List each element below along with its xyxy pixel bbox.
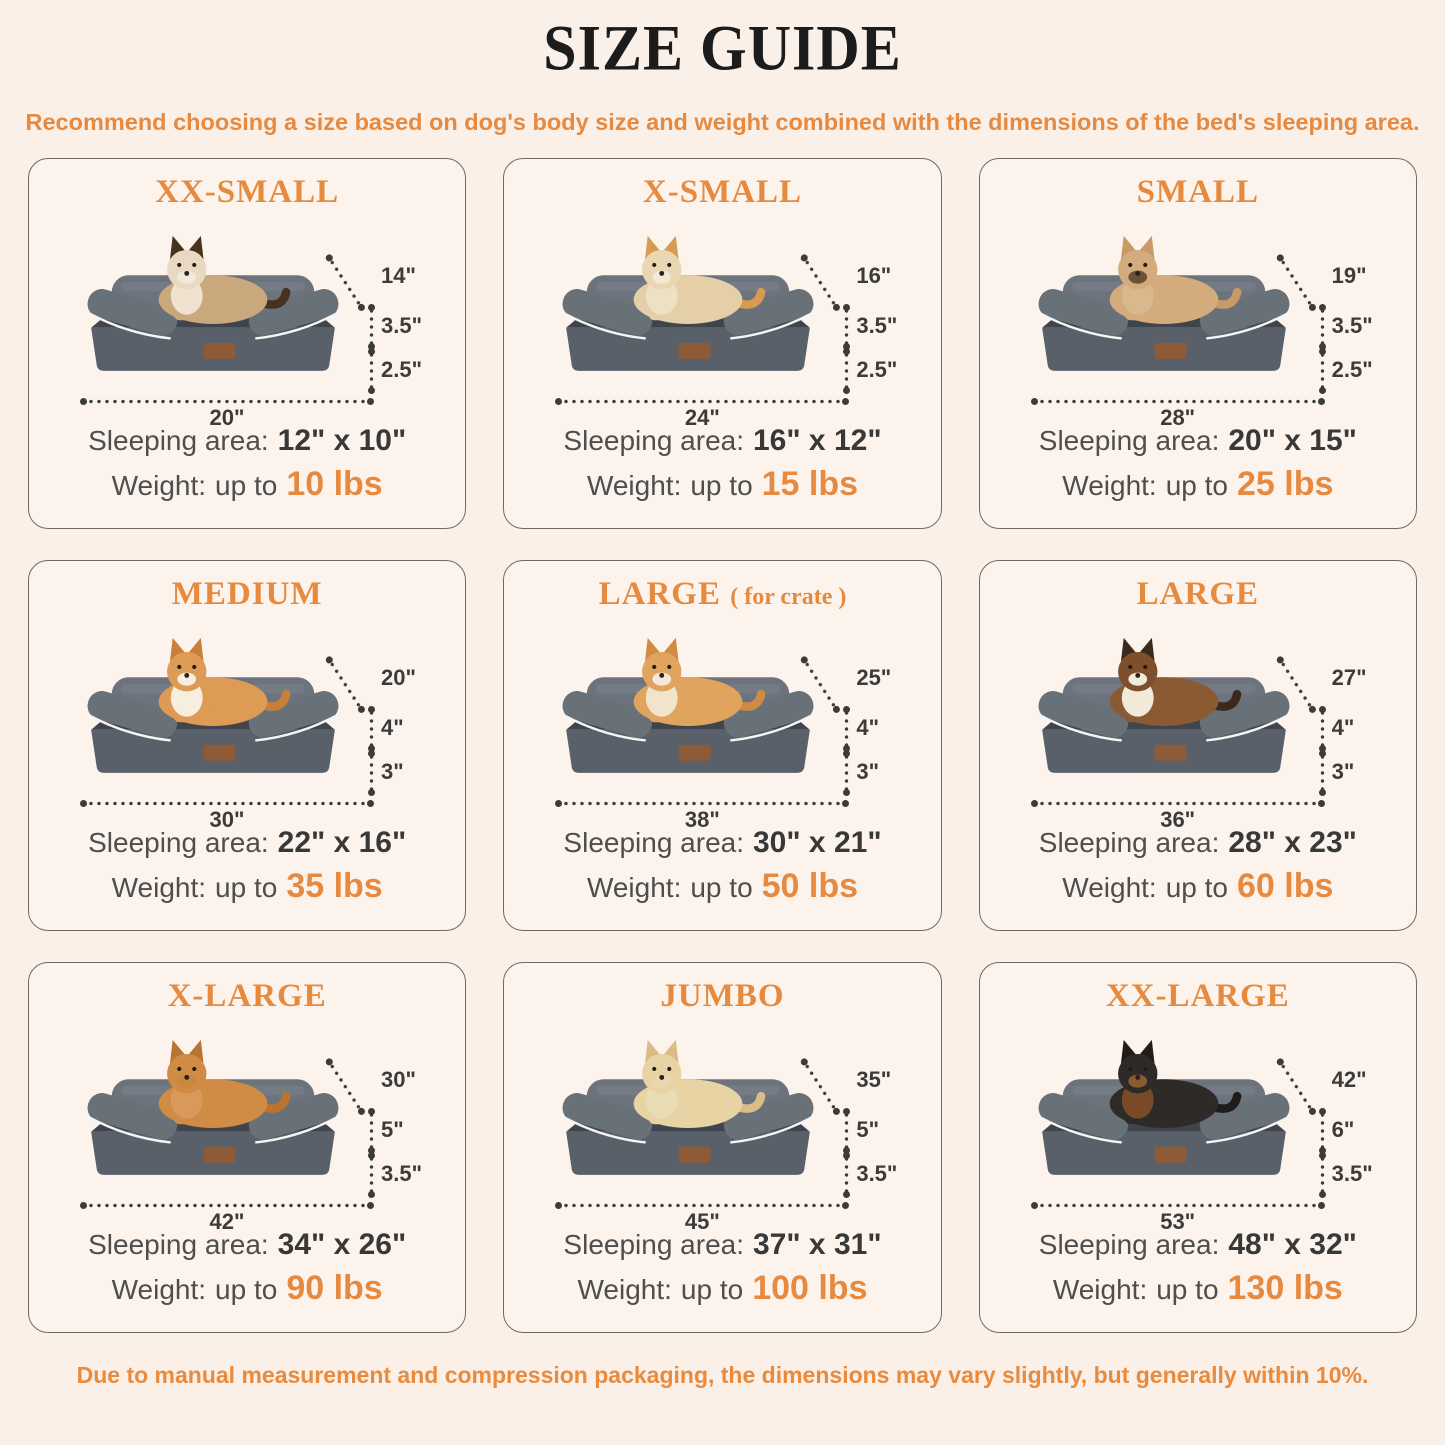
dimension-label-bolster-height: 5" bbox=[381, 1117, 404, 1142]
animal-eye-right bbox=[668, 263, 672, 267]
bed-logo-tag bbox=[679, 745, 711, 761]
weight-line bbox=[980, 1266, 1416, 1312]
size-card bbox=[28, 560, 466, 931]
weight-value: 15 lbs bbox=[761, 464, 859, 503]
weight-line bbox=[29, 462, 465, 508]
dimension-line-base-height bbox=[844, 351, 849, 391]
dimension-line-base-height bbox=[844, 1155, 849, 1195]
animal-nose bbox=[1135, 271, 1140, 276]
size-card bbox=[28, 158, 466, 529]
sleeping-area-label: Sleeping area: bbox=[1038, 827, 1220, 858]
size-cards-grid bbox=[0, 158, 1445, 1333]
dimension-label-base-height: 2.5" bbox=[856, 357, 898, 382]
dimension-label-depth: 25" bbox=[856, 665, 892, 690]
dog-bed-illustration bbox=[63, 213, 363, 405]
weight-line bbox=[980, 462, 1416, 508]
weight-value: 10 lbs bbox=[286, 464, 383, 503]
weight-up-to-label: up to bbox=[690, 469, 753, 501]
dog-bed-illustration bbox=[63, 1017, 363, 1209]
dimension-label-base-height: 3" bbox=[381, 759, 404, 784]
card-specs bbox=[504, 1225, 940, 1311]
dog-bed-illustration bbox=[1014, 615, 1314, 807]
dimension-line-base-height bbox=[1320, 753, 1325, 793]
animal-eye-right bbox=[668, 665, 672, 669]
size-card bbox=[979, 158, 1417, 529]
size-card-title bbox=[980, 576, 1416, 613]
weight-value: 50 lbs bbox=[761, 866, 859, 905]
size-name: LARGE bbox=[598, 576, 721, 612]
dimension-line-length bbox=[558, 801, 846, 806]
card-specs bbox=[504, 421, 940, 507]
size-card bbox=[503, 158, 941, 529]
size-name: XX-SMALL bbox=[155, 174, 340, 210]
card-specs bbox=[29, 823, 465, 909]
dimension-label-base-height: 3.5" bbox=[1331, 1161, 1373, 1186]
dimension-label-length: 36" bbox=[1160, 807, 1196, 832]
dimension-label-base-height: 3.5" bbox=[856, 1161, 898, 1186]
animal-eye-left bbox=[177, 665, 181, 669]
dimension-line-length bbox=[1034, 801, 1322, 806]
weight-label: Weight: bbox=[1062, 871, 1157, 903]
dimension-line-length bbox=[83, 801, 371, 806]
weight-value: 35 lbs bbox=[286, 866, 383, 905]
bed-logo-tag bbox=[679, 1147, 711, 1163]
page-subtitle: Recommend choosing a size based on dog's body size and weight combined with the dimensions of the bed's sleeping area. bbox=[25, 109, 1420, 135]
bed-photo-area bbox=[504, 211, 940, 430]
page-title: SIZE GUIDE bbox=[543, 12, 902, 84]
dimension-label-length: 53" bbox=[1160, 1209, 1196, 1234]
dimension-line-bolster-height bbox=[844, 1111, 849, 1151]
bed-logo-tag bbox=[204, 745, 236, 761]
sleeping-area-label: Sleeping area: bbox=[88, 425, 269, 456]
weight-label: Weight: bbox=[586, 469, 682, 501]
dog-bed-illustration bbox=[1014, 213, 1314, 405]
dimension-line-bolster-height bbox=[369, 1111, 374, 1151]
dimension-line-length bbox=[83, 1203, 371, 1208]
sleeping-area-label: Sleeping area: bbox=[88, 1229, 269, 1260]
dog-bed-illustration bbox=[538, 1017, 838, 1209]
sleeping-area-value: 37" x 31" bbox=[753, 1228, 882, 1261]
bed-logo-tag bbox=[204, 1147, 236, 1163]
animal-eye-left bbox=[177, 263, 181, 267]
bed-logo-tag bbox=[1154, 1147, 1186, 1163]
weight-value: 25 lbs bbox=[1236, 464, 1334, 503]
animal-eye-right bbox=[192, 665, 196, 669]
weight-value: 60 lbs bbox=[1236, 866, 1334, 905]
dimension-label-length: 38" bbox=[684, 807, 720, 832]
dimension-label-length: 24" bbox=[684, 405, 720, 430]
dimension-line-base-height bbox=[369, 753, 374, 793]
animal-eye-left bbox=[653, 1067, 657, 1071]
animal-nose bbox=[1135, 1075, 1140, 1080]
weight-up-to-label: up to bbox=[1156, 1273, 1219, 1305]
weight-label: Weight: bbox=[586, 871, 682, 903]
dog-bed-illustration bbox=[538, 615, 838, 807]
dimension-label-depth: 30" bbox=[381, 1067, 416, 1092]
animal-nose bbox=[184, 673, 189, 678]
weight-value: 100 lbs bbox=[752, 1268, 868, 1307]
bed-logo-tag bbox=[679, 343, 711, 359]
dimension-line-bolster-height bbox=[844, 709, 849, 749]
dimension-label-base-height: 3" bbox=[1331, 759, 1355, 784]
sleeping-area-label: Sleeping area: bbox=[1038, 425, 1220, 456]
animal-eye-left bbox=[177, 1067, 181, 1071]
bed-photo-area bbox=[29, 1015, 465, 1234]
dog-bed-illustration bbox=[63, 615, 363, 807]
size-name: SMALL bbox=[1136, 174, 1259, 210]
size-name: X-SMALL bbox=[642, 174, 803, 210]
weight-label: Weight: bbox=[111, 1273, 207, 1305]
bed-photo-area bbox=[504, 1015, 940, 1234]
dimension-label-base-height: 2.5" bbox=[381, 357, 423, 382]
bed-logo-tag bbox=[1154, 343, 1186, 359]
dimension-label-bolster-height: 6" bbox=[1331, 1117, 1355, 1142]
card-specs bbox=[29, 421, 465, 507]
card-specs bbox=[980, 1225, 1416, 1311]
weight-line bbox=[504, 462, 940, 508]
bed-logo-tag bbox=[204, 343, 236, 359]
dimension-label-depth: 42" bbox=[1331, 1067, 1367, 1092]
sleeping-area-value: 12" x 10" bbox=[277, 424, 407, 457]
dimension-line-base-height bbox=[1320, 351, 1325, 391]
sleeping-area-label: Sleeping area: bbox=[1038, 1229, 1220, 1260]
dimension-label-base-height: 2.5" bbox=[1331, 357, 1373, 382]
size-name: LARGE bbox=[1136, 576, 1259, 612]
size-name-suffix: ( for crate ) bbox=[730, 584, 847, 610]
dimension-label-length: 30" bbox=[209, 807, 245, 832]
dimension-label-bolster-height: 5" bbox=[856, 1117, 879, 1142]
dimension-line-length bbox=[83, 399, 371, 404]
size-card bbox=[503, 560, 941, 931]
animal-eye-left bbox=[1128, 1067, 1132, 1071]
size-card-title bbox=[29, 576, 465, 613]
disclaimer-text: Due to manual measurement and compression packaging, the dimensions may vary slightly, but generally within 10%. bbox=[76, 1362, 1369, 1388]
dimension-line-length bbox=[558, 399, 846, 404]
dimension-label-length: 28" bbox=[1160, 405, 1196, 430]
card-specs bbox=[29, 1225, 465, 1311]
size-card-title bbox=[980, 978, 1416, 1015]
animal-nose bbox=[660, 271, 665, 276]
animal-nose bbox=[660, 1075, 665, 1080]
card-specs bbox=[504, 823, 940, 909]
dimension-line-length bbox=[1034, 399, 1322, 404]
header bbox=[0, 0, 1445, 136]
weight-label: Weight: bbox=[1062, 469, 1157, 501]
sleeping-area-value: 16" x 12" bbox=[753, 424, 882, 457]
bed-photo-area bbox=[29, 613, 465, 832]
dimension-line-base-height bbox=[1320, 1155, 1325, 1195]
dimension-label-bolster-height: 3.5" bbox=[1331, 313, 1373, 338]
dimension-label-bolster-height: 3.5" bbox=[381, 313, 423, 338]
sleeping-area-label: Sleeping area: bbox=[563, 425, 744, 456]
dimension-label-base-height: 3.5" bbox=[381, 1161, 423, 1186]
weight-label: Weight: bbox=[111, 469, 207, 501]
bed-photo-area bbox=[980, 613, 1416, 832]
dimension-label-bolster-height: 3.5" bbox=[856, 313, 898, 338]
weight-up-to-label: up to bbox=[1165, 871, 1228, 903]
dimension-label-base-height: 3" bbox=[856, 759, 879, 784]
animal-eye-right bbox=[668, 1067, 672, 1071]
sleeping-area-label: Sleeping area: bbox=[563, 827, 744, 858]
dog-bed-illustration bbox=[538, 213, 838, 405]
animal-eye-right bbox=[192, 1067, 196, 1071]
sleeping-area-label: Sleeping area: bbox=[88, 827, 269, 858]
sleeping-area-value: 48" x 32" bbox=[1228, 1228, 1357, 1261]
weight-value: 130 lbs bbox=[1227, 1268, 1343, 1307]
dimension-label-depth: 20" bbox=[381, 665, 416, 690]
weight-label: Weight: bbox=[111, 871, 207, 903]
animal-nose bbox=[660, 673, 665, 678]
bed-photo-area bbox=[29, 211, 465, 430]
weight-up-to-label: up to bbox=[215, 1273, 278, 1305]
size-card-title bbox=[504, 174, 940, 211]
weight-up-to-label: up to bbox=[215, 871, 278, 903]
animal-eye-left bbox=[1128, 665, 1132, 669]
size-name: X-LARGE bbox=[167, 978, 327, 1014]
animal-eye-right bbox=[192, 263, 196, 267]
size-card bbox=[979, 560, 1417, 931]
weight-line bbox=[504, 1266, 940, 1312]
dimension-line-base-height bbox=[369, 351, 374, 391]
dimension-label-length: 20" bbox=[209, 405, 245, 430]
weight-line bbox=[29, 1266, 465, 1312]
size-name: MEDIUM bbox=[171, 576, 323, 612]
sleeping-area-value: 22" x 16" bbox=[277, 826, 407, 859]
weight-label: Weight: bbox=[1052, 1273, 1148, 1305]
dimension-line-base-height bbox=[844, 753, 849, 793]
sleeping-area-value: 30" x 21" bbox=[753, 826, 882, 859]
dimension-label-bolster-height: 4" bbox=[1331, 715, 1355, 740]
size-card-title bbox=[504, 978, 940, 1015]
animal-nose bbox=[184, 1075, 189, 1080]
weight-value: 90 lbs bbox=[286, 1268, 383, 1307]
size-card-title bbox=[504, 576, 940, 613]
sleeping-area-label: Sleeping area: bbox=[563, 1229, 744, 1260]
animal-eye-right bbox=[1143, 263, 1147, 267]
dimension-label-depth: 27" bbox=[1331, 665, 1367, 690]
weight-up-to-label: up to bbox=[1165, 469, 1228, 501]
weight-label: Weight: bbox=[577, 1273, 672, 1305]
dimension-line-base-height bbox=[369, 1155, 374, 1195]
weight-line bbox=[29, 864, 465, 910]
weight-up-to-label: up to bbox=[690, 871, 753, 903]
dimension-label-bolster-height: 4" bbox=[381, 715, 404, 740]
weight-line bbox=[980, 864, 1416, 910]
size-card-title bbox=[980, 174, 1416, 211]
bed-photo-area bbox=[980, 1015, 1416, 1234]
dimension-line-bolster-height bbox=[1320, 307, 1325, 347]
size-card bbox=[28, 962, 466, 1333]
card-specs bbox=[980, 823, 1416, 909]
dimension-line-bolster-height bbox=[369, 709, 374, 749]
dimension-label-length: 42" bbox=[209, 1209, 245, 1234]
dimension-line-bolster-height bbox=[369, 307, 374, 347]
sleeping-area-value: 34" x 26" bbox=[277, 1228, 407, 1261]
dimension-line-bolster-height bbox=[1320, 709, 1325, 749]
size-card-title bbox=[29, 978, 465, 1015]
animal-eye-left bbox=[653, 263, 657, 267]
dimension-label-depth: 14" bbox=[381, 263, 416, 288]
card-specs bbox=[980, 421, 1416, 507]
animal-eye-right bbox=[1143, 665, 1147, 669]
sleeping-area-value: 20" x 15" bbox=[1228, 424, 1357, 457]
animal-eye-left bbox=[1128, 263, 1132, 267]
bed-photo-area bbox=[504, 613, 940, 832]
dimension-line-bolster-height bbox=[1320, 1111, 1325, 1151]
bed-logo-tag bbox=[1154, 745, 1186, 761]
dimension-label-bolster-height: 4" bbox=[856, 715, 879, 740]
size-name: XX-LARGE bbox=[1105, 978, 1290, 1014]
size-card-title bbox=[29, 174, 465, 211]
weight-line bbox=[504, 864, 940, 910]
dimension-label-depth: 16" bbox=[856, 263, 892, 288]
dimension-label-depth: 19" bbox=[1331, 263, 1367, 288]
weight-up-to-label: up to bbox=[215, 469, 278, 501]
size-card bbox=[979, 962, 1417, 1333]
size-card bbox=[503, 962, 941, 1333]
dimension-line-length bbox=[1034, 1203, 1322, 1208]
size-name: JUMBO bbox=[660, 978, 785, 1014]
dimension-line-bolster-height bbox=[844, 307, 849, 347]
animal-nose bbox=[184, 271, 189, 276]
animal-eye-right bbox=[1143, 1067, 1147, 1071]
dimension-line-length bbox=[558, 1203, 846, 1208]
dog-bed-illustration bbox=[1014, 1017, 1314, 1209]
dimension-label-length: 45" bbox=[684, 1209, 720, 1234]
weight-up-to-label: up to bbox=[680, 1273, 744, 1305]
animal-eye-left bbox=[653, 665, 657, 669]
bed-photo-area bbox=[980, 211, 1416, 430]
dimension-label-depth: 35" bbox=[856, 1067, 892, 1092]
sleeping-area-value: 28" x 23" bbox=[1228, 826, 1357, 859]
animal-nose bbox=[1135, 673, 1140, 678]
